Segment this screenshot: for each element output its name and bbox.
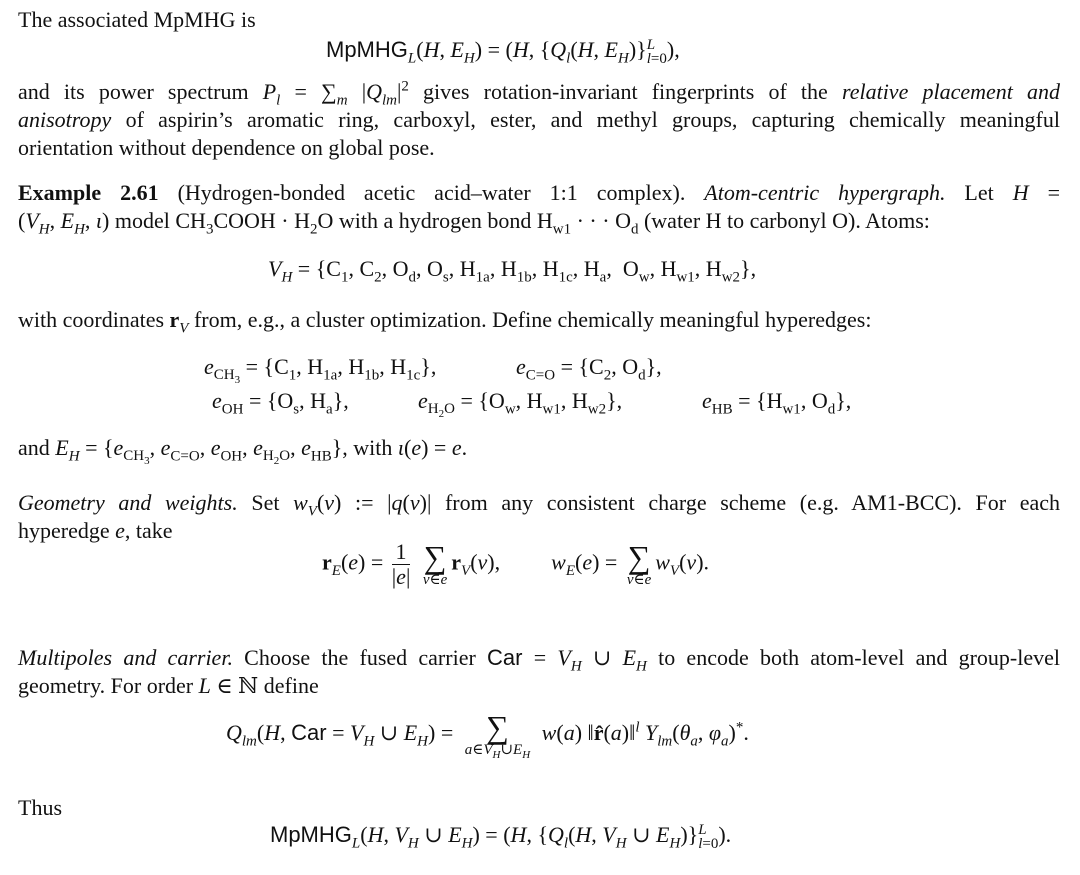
equation-mpmhg-1: MpMHG$_L$(H, $E_H) = (H$, {$Q_l(H$, $E_H$)} L l=0 ), [326,36,680,67]
equation-hyperedge-hb: $e_{HB} = \{H_{w1}$, $O_d$}, [702,388,852,418]
equation-hyperedge-oh: $e_{OH} = \{O_s$, $H_a$}, [212,388,349,418]
paragraph-edge-set: and $E_H = \{e_{CH_3}$, $e_{C=O}$, $e_{OH}$, $e_{H_2O}$, $e_{HB}$}, with ι(e) = e. [18,435,468,468]
equation-vertex-set: $V_H = \{C_1$, $C_2$, $O_d$, $O_s$, $H_{1a}$, $H_{1b}$, $H_{1c}$, $H_a$, $O_w$, $H_{w1}$, $H_{w2}$}, [268,256,757,286]
mpmhg-symbol: MpMHG [270,822,352,847]
intro-text [18,6,1060,34]
example-label: Example 2.61 [18,180,159,205]
equation-multipole: $Q_{lm}(H$, Car = $V_H$ ∪ $E_H$) = ∑ $a\in V_H\cup E_H$ w(a) ‖r̂(a)‖$^l$ $Y_{lm}(\theta_a$, $\varphi_a)^*$. [226,709,749,761]
paragraph-coordinates: with coordinates $r_V$ from, e.g., a cluster optimization. Define chemically meaningful hyperedges: [18,307,872,337]
example-2-61: Example 2.61 (Hydrogen-bonded acetic acid–water 1:1 complex). Atom-centric hypergraph. Let H = ($V_H$, $E_H$, ι) model $CH_3COOH \cdot H_2O$ with a hydrogen bond $H_{w1}$ · · · $O_d$ (water H to carbonyl O). Atoms: [18,180,1060,238]
mpmhg-symbol: MpMHG [326,37,408,62]
paragraph-geometry: Geometry and weights. Set $w_V(v)$ := |q(v)| from any consistent charge scheme (e.g. AM1-BCC). For each hyperedge e, take [18,490,1061,543]
paragraph-power-spectrum: and its power spectrum $P_l = \sum_m$ $|Q_{lm}|^2$ gives rotation-invariant fingerprints of the relative placement and anisotropy of aspirin’s aromatic ring, carboxyl, ester, and methyl groups, capturing chemically meaningful orientation without dependence on global pose. [18,78,1061,160]
equation-hyperedge-co: $e_{C=O} = \{C_2$, $O_d$}, [516,354,662,384]
equation-mpmhg-2: MpMHG$_L$(H, $V_H$ ∪ $E_H) = (H$, {$Q_l(H$, $V_H$ ∪ $E_H$)} L l=0 ). [270,821,732,852]
equation-hyperedges-row1: $e_{CH_3} = \{C_1$, $H_{1a}$, $H_{1b}$, $H_{1c}$}, [204,354,437,387]
equation-centroid-weight: $r_E(e)$ = $\frac{1}{|e|}$ ∑ v∈e $r_V(v)$, $w_E(e)$ = ∑ v∈e $w_V(v)$. [322,538,710,589]
paragraph-multipoles: Multipoles and carrier. Choose the fused carrier Car = $V_H$ ∪ $E_H$ to encode both atom-level and group-level geometry. For order L ∈ ℕ define [18,645,1060,698]
paragraph-thus: Thus [18,795,62,820]
intro-line: The associated MpMHG is [18,7,256,32]
equation-hyperedge-h2o: $e_{H_2O} = \{O_w$, $H_{w1}$, $H_{w2}$}, [418,388,623,421]
